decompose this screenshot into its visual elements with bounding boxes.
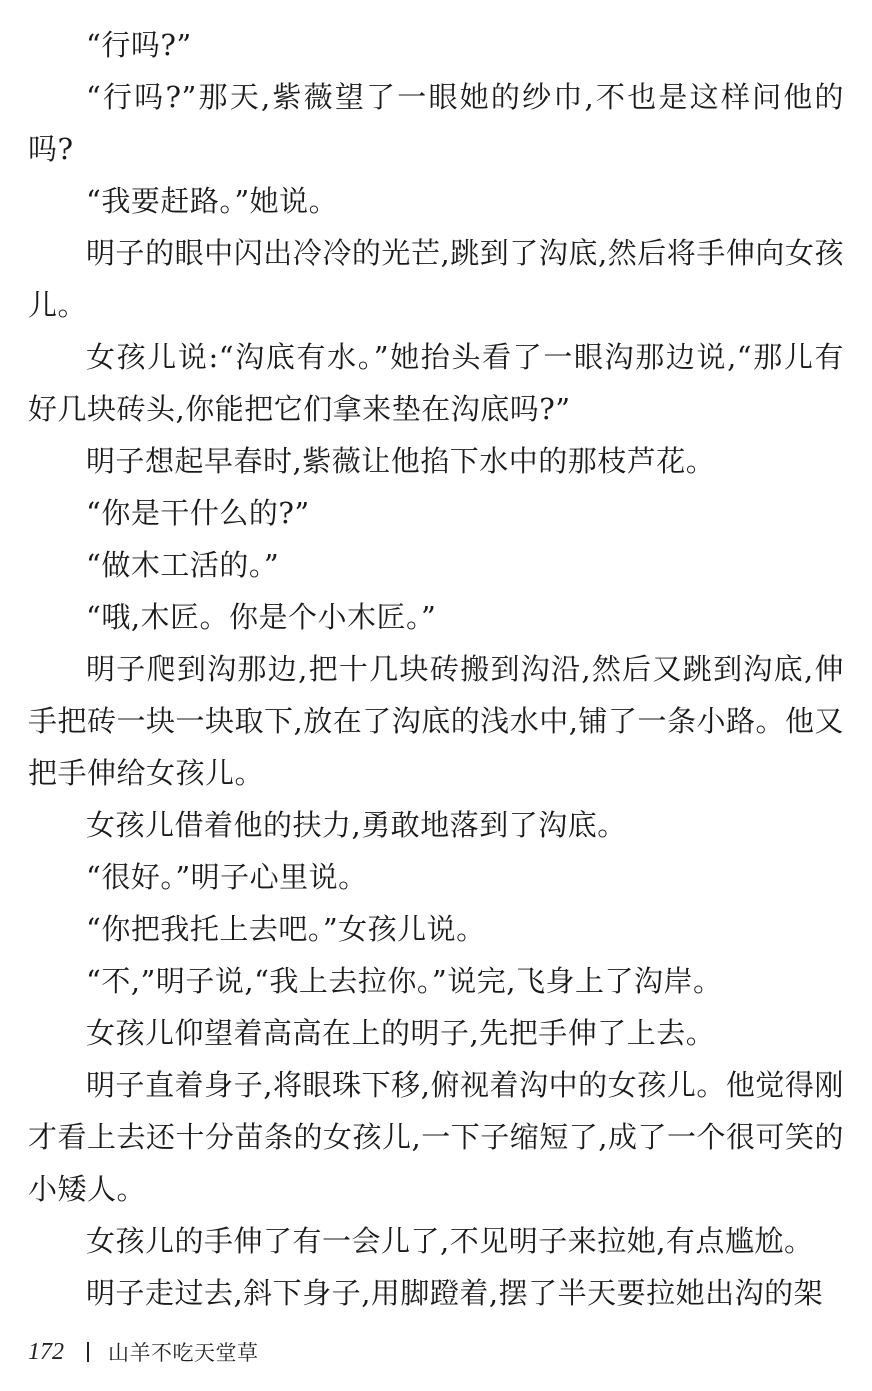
paragraph: “我要赶路。”她说。 [86, 184, 339, 218]
paragraph: 女孩儿借着他的扶力,勇敢地落到了沟底。 [86, 808, 627, 842]
page-footer [28, 1336, 259, 1368]
paragraph: “行吗?”那天,紫薇望了一眼她的纱巾,不也是这样问他的吗? [28, 80, 844, 166]
paragraph: 明子想起早春时,紫薇让他掐下水中的那枝芦花。 [86, 444, 716, 478]
paragraph: 明子爬到沟那边,把十几块砖搬到沟沿,然后又跳到沟底,伸手把砖一块一块取下,放在了沟底的浅水中,铺了一条小路。他又把手伸给女孩儿。 [28, 652, 844, 790]
paragraph: “不,”明子说,“我上去拉你。”说完,飞身上了沟岸。 [86, 964, 723, 998]
paragraph: 明子的眼中闪出冷冷的光芒,跳到了沟底,然后将手伸向女孩儿。 [28, 236, 844, 322]
paragraph: 明子走过去,斜下身子,用脚蹬着,摆了半天要拉她出沟的架 [86, 1276, 824, 1310]
paragraph: “哦,木匠。你是个小木匠。” [86, 600, 437, 634]
paragraph: 女孩儿的手伸了有一会儿了,不见明子来拉她,有点尴尬。 [86, 1224, 814, 1258]
paragraph: “你把我托上去吧。”女孩儿说。 [86, 912, 486, 946]
page-text-body [28, 19, 844, 1319]
paragraph: 女孩儿仰望着高高在上的明子,先把手伸了上去。 [86, 1016, 716, 1050]
paragraph: 明子直着身子,将眼珠下移,俯视着沟中的女孩儿。他觉得刚才看上去还十分苗条的女孩儿,一下子缩短了,成了一个很可笑的小矮人。 [28, 1068, 844, 1206]
paragraph: “你是干什么的?” [86, 496, 310, 530]
book-title: 山羊不吃天堂草 [108, 1341, 259, 1365]
paragraph: “很好。”明子心里说。 [86, 860, 368, 894]
paragraph: 女孩儿说:“沟底有水。”她抬头看了一眼沟那边说,“那儿有好几块砖头,你能把它们拿来垫在沟底吗?” [28, 340, 844, 426]
paragraph: “行吗?” [86, 28, 192, 62]
paragraph: “做木工活的。” [86, 548, 280, 582]
footer-divider [87, 1342, 89, 1362]
page-number: 172 [28, 1338, 64, 1365]
